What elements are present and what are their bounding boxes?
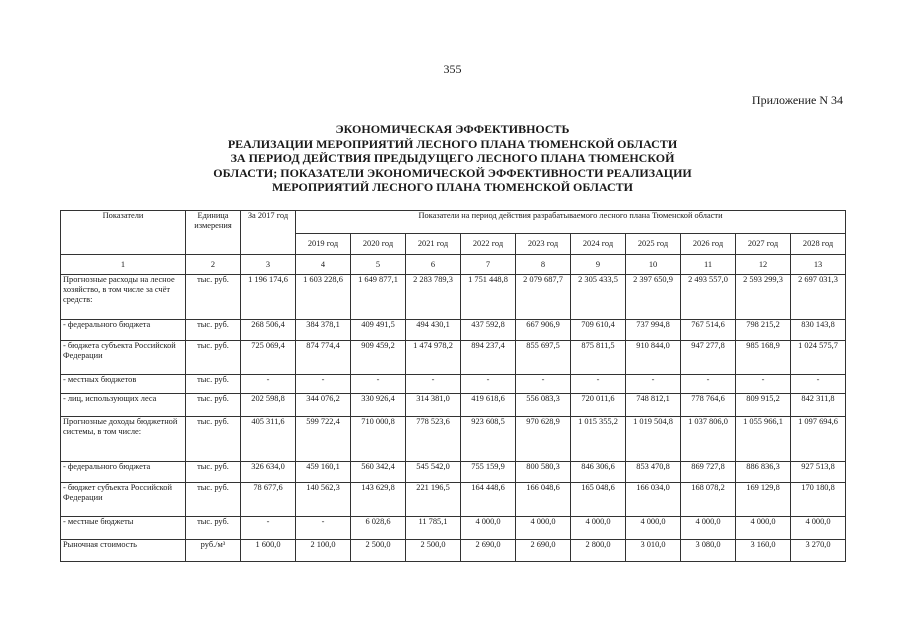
table-cell: - xyxy=(351,375,406,394)
table-row xyxy=(61,540,846,562)
table-cell: 3 080,0 xyxy=(681,540,736,562)
table-cell: 2 397 650,9 xyxy=(626,275,681,320)
table-cell: 405 311,6 xyxy=(241,417,296,462)
table-cell: 344 076,2 xyxy=(296,394,351,417)
table-cell: 875 811,5 xyxy=(571,341,626,375)
table-row xyxy=(61,517,846,540)
table-cell: 709 610,4 xyxy=(571,320,626,341)
table-cell: - xyxy=(791,375,846,394)
table-cell: 1 751 448,8 xyxy=(461,275,516,320)
year-header: 2020 год xyxy=(351,234,406,255)
column-number: 7 xyxy=(461,255,516,275)
table-row xyxy=(61,462,846,483)
table-cell: 1 649 877,1 xyxy=(351,275,406,320)
table-row xyxy=(61,275,846,320)
year-header: 2025 год xyxy=(626,234,681,255)
row-indicator: Рыночная стоимость xyxy=(61,540,186,562)
table-cell: 1 015 355,2 xyxy=(571,417,626,462)
column-number: 4 xyxy=(296,255,351,275)
title-line: ЭКОНОМИЧЕСКАЯ ЭФФЕКТИВНОСТЬ xyxy=(335,122,570,136)
table-cell: 1 474 978,2 xyxy=(406,341,461,375)
header-prev-period: За 2017 год xyxy=(241,211,296,255)
table-cell: 78 677,6 xyxy=(241,483,296,517)
table-cell: 910 844,0 xyxy=(626,341,681,375)
table-cell: 927 513,8 xyxy=(791,462,846,483)
table-cell: 985 168,9 xyxy=(736,341,791,375)
year-header: 2026 год xyxy=(681,234,736,255)
table-cell: 169 129,8 xyxy=(736,483,791,517)
table-cell: 2 697 031,3 xyxy=(791,275,846,320)
year-header: 2019 год xyxy=(296,234,351,255)
row-unit: тыс. руб. xyxy=(186,320,241,341)
table-row xyxy=(61,375,846,394)
year-header: 2027 год xyxy=(736,234,791,255)
table-cell: 2 079 687,7 xyxy=(516,275,571,320)
table-cell: 737 994,8 xyxy=(626,320,681,341)
table-cell: 874 774,4 xyxy=(296,341,351,375)
table-cell: 4 000,0 xyxy=(461,517,516,540)
table-cell: 599 722,4 xyxy=(296,417,351,462)
table-cell: 3 270,0 xyxy=(791,540,846,562)
table-cell: - xyxy=(406,375,461,394)
row-indicator: - лиц, использующих леса xyxy=(61,394,186,417)
table-cell: 2 100,0 xyxy=(296,540,351,562)
table-cell: 4 000,0 xyxy=(626,517,681,540)
table-cell: 140 562,3 xyxy=(296,483,351,517)
year-header: 2024 год xyxy=(571,234,626,255)
table-row xyxy=(61,320,846,341)
table-cell: 4 000,0 xyxy=(516,517,571,540)
table-cell: 545 542,0 xyxy=(406,462,461,483)
table-cell: 855 697,5 xyxy=(516,341,571,375)
table-cell: 11 785,1 xyxy=(406,517,461,540)
table-cell: 1 024 575,7 xyxy=(791,341,846,375)
table-cell: 2 500,0 xyxy=(406,540,461,562)
table-cell: 170 180,8 xyxy=(791,483,846,517)
table-cell: 2 690,0 xyxy=(461,540,516,562)
table-row xyxy=(61,417,846,462)
column-number: 9 xyxy=(571,255,626,275)
row-indicator: - федерального бюджета xyxy=(61,462,186,483)
table-cell: 165 048,6 xyxy=(571,483,626,517)
header-indicators: Показатели xyxy=(61,211,186,255)
table-cell: 326 634,0 xyxy=(241,462,296,483)
table-cell: 1 019 504,8 xyxy=(626,417,681,462)
column-number: 13 xyxy=(791,255,846,275)
table-cell: 846 306,6 xyxy=(571,462,626,483)
title-line: ЗА ПЕРИОД ДЕЙСТВИЯ ПРЕДЫДУЩЕГО ЛЕСНОГО ПЛАНА ТЮМЕНСКОЙ xyxy=(230,151,675,165)
header-period-group: Показатели на период действия разрабатываемого лесного плана Тюменской области xyxy=(296,211,846,234)
table-cell: 748 812,1 xyxy=(626,394,681,417)
table-cell: 1 603 228,6 xyxy=(296,275,351,320)
table-cell: 2 500,0 xyxy=(351,540,406,562)
header-unit: Единица измерения xyxy=(186,211,241,255)
efficiency-table xyxy=(60,210,846,562)
table-cell: 798 215,2 xyxy=(736,320,791,341)
page-number: 355 xyxy=(443,62,462,76)
table-cell: 800 580,3 xyxy=(516,462,571,483)
table-cell: - xyxy=(241,517,296,540)
table-cell: 2 283 789,3 xyxy=(406,275,461,320)
row-unit: тыс. руб. xyxy=(186,375,241,394)
table-cell: 2 690,0 xyxy=(516,540,571,562)
table-cell: - xyxy=(296,375,351,394)
table-cell: 166 048,6 xyxy=(516,483,571,517)
row-indicator: Прогнозные расходы на лесное хозяйство, в том числе за счёт средств: xyxy=(61,275,186,320)
row-indicator: - федерального бюджета xyxy=(61,320,186,341)
table-cell: 2 493 557,0 xyxy=(681,275,736,320)
table-cell: 459 160,1 xyxy=(296,462,351,483)
table-cell: - xyxy=(626,375,681,394)
table-cell: 842 311,8 xyxy=(791,394,846,417)
table-cell: 947 277,8 xyxy=(681,341,736,375)
row-unit: тыс. руб. xyxy=(186,517,241,540)
column-number: 6 xyxy=(406,255,461,275)
table-cell: 809 915,2 xyxy=(736,394,791,417)
table-cell: 314 381,0 xyxy=(406,394,461,417)
table-cell: - xyxy=(571,375,626,394)
table-cell: 667 906,9 xyxy=(516,320,571,341)
column-number: 2 xyxy=(186,255,241,275)
table-cell: 4 000,0 xyxy=(681,517,736,540)
row-indicator: - местных бюджетов xyxy=(61,375,186,394)
title-line: ОБЛАСТИ; ПОКАЗАТЕЛИ ЭКОНОМИЧЕСКОЙ ЭФФЕКТИВНОСТИ РЕАЛИЗАЦИИ xyxy=(213,165,692,180)
table-cell: 556 083,3 xyxy=(516,394,571,417)
table-cell: 710 000,8 xyxy=(351,417,406,462)
table-cell: 830 143,8 xyxy=(791,320,846,341)
document-title xyxy=(170,122,735,195)
row-unit: тыс. руб. xyxy=(186,275,241,320)
table-cell: 1 055 966,1 xyxy=(736,417,791,462)
table-cell: - xyxy=(241,375,296,394)
table-cell: 384 378,1 xyxy=(296,320,351,341)
table-cell: - xyxy=(461,375,516,394)
table-cell: 894 237,4 xyxy=(461,341,516,375)
table-cell: 6 028,6 xyxy=(351,517,406,540)
table-cell: 1 037 806,0 xyxy=(681,417,736,462)
column-number: 1 xyxy=(61,255,186,275)
table-cell: 419 618,6 xyxy=(461,394,516,417)
row-indicator: Прогнозные доходы бюджетной системы, в том числе: xyxy=(61,417,186,462)
table-cell: 409 491,5 xyxy=(351,320,406,341)
table-cell: 268 506,4 xyxy=(241,320,296,341)
table-cell: 143 629,8 xyxy=(351,483,406,517)
title-line: МЕРОПРИЯТИЙ ЛЕСНОГО ПЛАНА ТЮМЕНСКОЙ ОБЛАСТИ xyxy=(271,180,634,194)
table-cell: 2 593 299,3 xyxy=(736,275,791,320)
table-cell: 4 000,0 xyxy=(571,517,626,540)
row-indicator: - местные бюджеты xyxy=(61,517,186,540)
table-cell: 560 342,4 xyxy=(351,462,406,483)
table-cell: 437 592,8 xyxy=(461,320,516,341)
table-cell: 853 470,8 xyxy=(626,462,681,483)
table-cell: 1 097 694,6 xyxy=(791,417,846,462)
table-cell: 494 430,1 xyxy=(406,320,461,341)
table-cell: 755 159,9 xyxy=(461,462,516,483)
table-cell: 1 196 174,6 xyxy=(241,275,296,320)
table-cell: 869 727,8 xyxy=(681,462,736,483)
table-cell: 720 011,6 xyxy=(571,394,626,417)
table-cell: - xyxy=(681,375,736,394)
table-cell: 3 010,0 xyxy=(626,540,681,562)
table-cell: 1 600,0 xyxy=(241,540,296,562)
table-cell: 778 764,6 xyxy=(681,394,736,417)
table-cell: 168 078,2 xyxy=(681,483,736,517)
table-cell: - xyxy=(296,517,351,540)
column-number: 11 xyxy=(681,255,736,275)
row-unit: тыс. руб. xyxy=(186,462,241,483)
appendix-label: Приложение N 34 xyxy=(751,93,843,107)
year-header: 2023 год xyxy=(516,234,571,255)
column-number-row xyxy=(61,255,846,275)
table-cell: 778 523,6 xyxy=(406,417,461,462)
table-cell: - xyxy=(736,375,791,394)
table-cell: 202 598,8 xyxy=(241,394,296,417)
column-number: 3 xyxy=(241,255,296,275)
column-number: 12 xyxy=(736,255,791,275)
table-row xyxy=(61,394,846,417)
table-cell: 767 514,6 xyxy=(681,320,736,341)
table-cell: 3 160,0 xyxy=(736,540,791,562)
row-indicator: - бюджет субъекта Российской Федерации xyxy=(61,483,186,517)
table-cell: 2 305 433,5 xyxy=(571,275,626,320)
table-cell: 923 608,5 xyxy=(461,417,516,462)
year-header: 2022 год xyxy=(461,234,516,255)
table-cell: 970 628,9 xyxy=(516,417,571,462)
row-unit: тыс. руб. xyxy=(186,341,241,375)
table-cell: 886 836,3 xyxy=(736,462,791,483)
column-number: 5 xyxy=(351,255,406,275)
table-cell: 221 196,5 xyxy=(406,483,461,517)
row-unit: руб./м³ xyxy=(186,540,241,562)
table-cell: 330 926,4 xyxy=(351,394,406,417)
row-unit: тыс. руб. xyxy=(186,483,241,517)
table-cell: 4 000,0 xyxy=(736,517,791,540)
table-cell: 725 069,4 xyxy=(241,341,296,375)
table-body xyxy=(61,275,846,562)
table-row xyxy=(61,483,846,517)
table-cell: 2 800,0 xyxy=(571,540,626,562)
row-indicator: - бюджета субъекта Российской Федерации xyxy=(61,341,186,375)
column-number: 8 xyxy=(516,255,571,275)
table-row xyxy=(61,341,846,375)
table-cell: 166 034,0 xyxy=(626,483,681,517)
table-cell: 4 000,0 xyxy=(791,517,846,540)
row-unit: тыс. руб. xyxy=(186,394,241,417)
year-header: 2028 год xyxy=(791,234,846,255)
table-cell: 909 459,2 xyxy=(351,341,406,375)
table-cell: 164 448,6 xyxy=(461,483,516,517)
table-cell: - xyxy=(516,375,571,394)
year-header: 2021 год xyxy=(406,234,461,255)
title-line: РЕАЛИЗАЦИИ МЕРОПРИЯТИЙ ЛЕСНОГО ПЛАНА ТЮМЕНСКОЙ ОБЛАСТИ xyxy=(227,136,678,151)
column-number: 10 xyxy=(626,255,681,275)
row-unit: тыс. руб. xyxy=(186,417,241,462)
